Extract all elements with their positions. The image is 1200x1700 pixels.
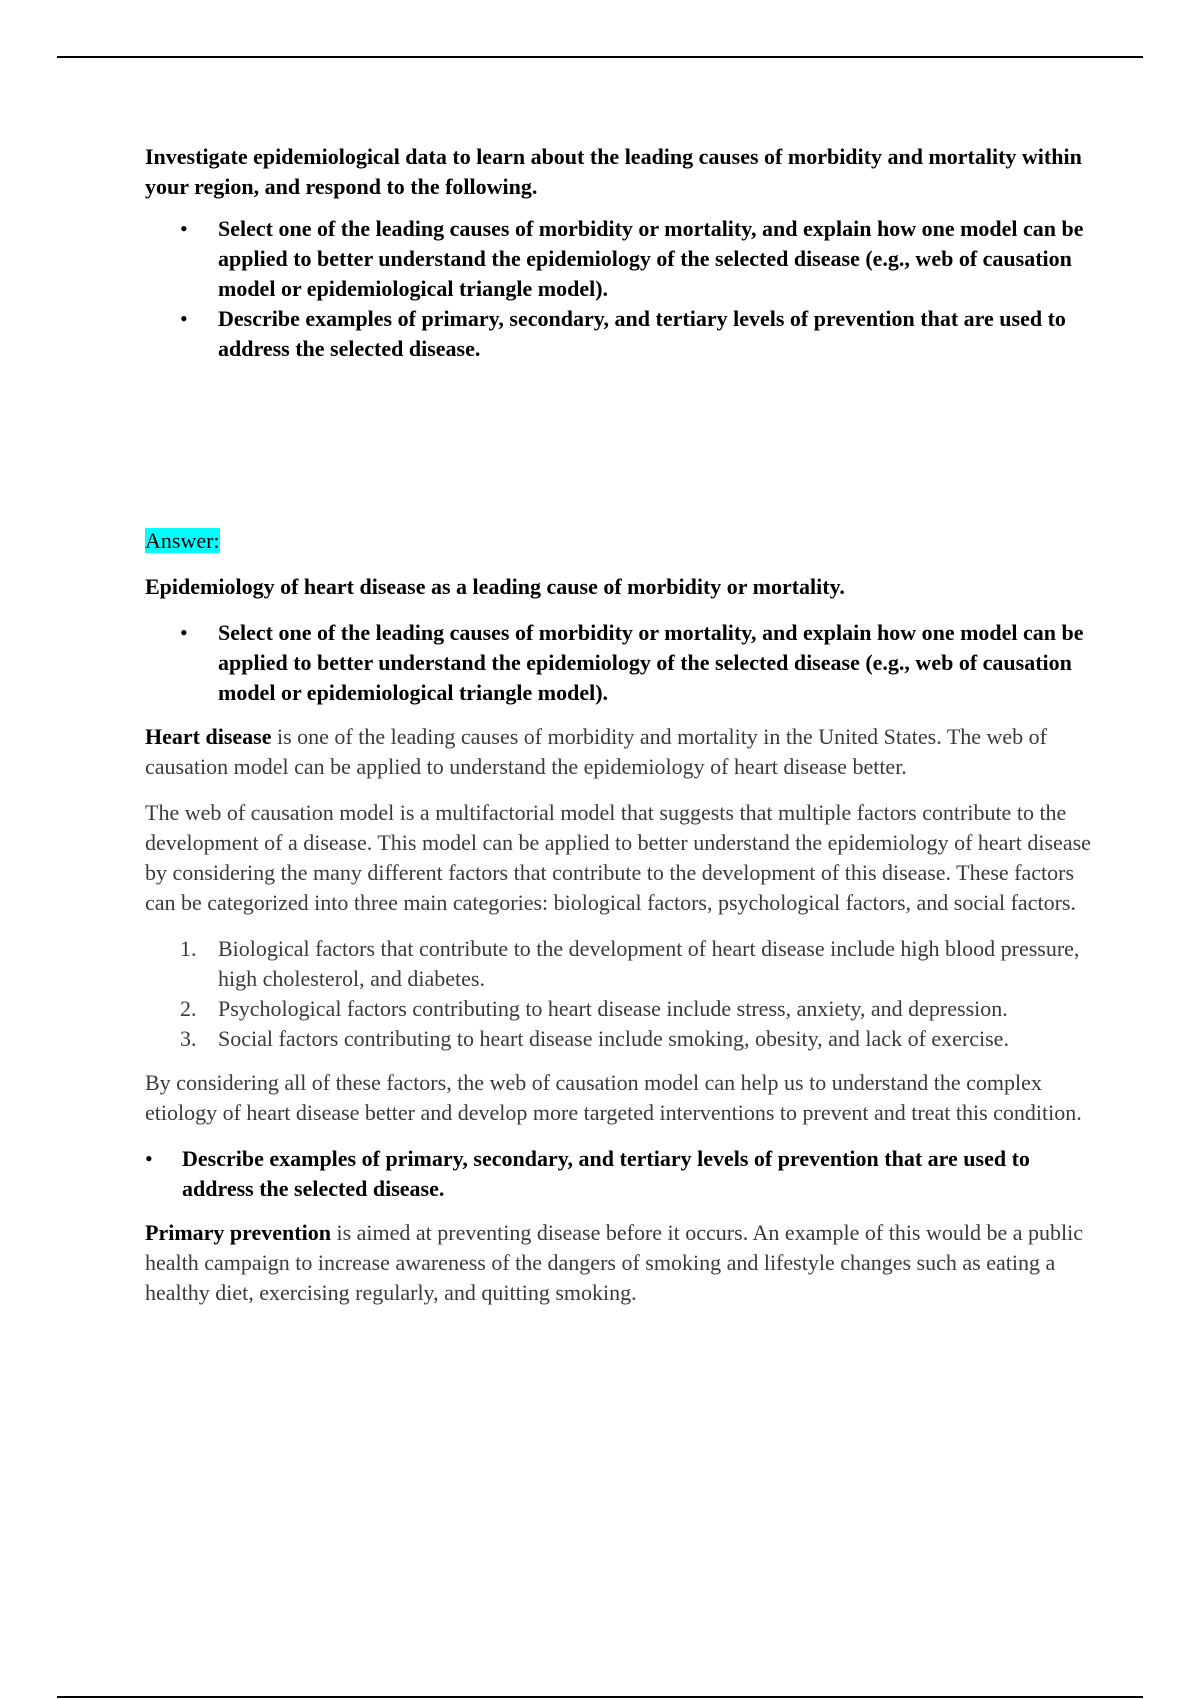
footer-rule bbox=[57, 1696, 1143, 1698]
list-item: • Describe examples of primary, secondary, and tertiary levels of prevention that are used to address the selected disease. bbox=[145, 1146, 1030, 1201]
paragraph-web-of-causation: The web of causation model is a multifactorial model that suggests that multiple factors contribute to the development of a disease. This model can be applied to better understand the epidemiology of heart disease by considering the many different factors that contribute to the development of this disease. These factors can be categorized into three main categories: biological factors, psychological factors, and social factors. bbox=[145, 800, 1091, 915]
question-2-list bbox=[145, 1144, 1100, 1204]
paragraph-conclusion: By considering all of these factors, the web of causation model can help us to understand the complex etiology of heart disease better and develop more targeted interventions to prevent and treat this condition. bbox=[145, 1070, 1082, 1125]
document-body bbox=[145, 142, 1100, 1308]
bullet-icon: • bbox=[180, 306, 188, 331]
list-item: • Describe examples of primary, secondary, and tertiary levels of prevention that are used to address the selected disease. bbox=[180, 306, 1066, 361]
assignment-prompt: Investigate epidemiological data to learn about the leading causes of morbidity and mortality within your region, and respond to the following. bbox=[145, 144, 1082, 199]
list-item: 1. Biological factors that contribute to the development of heart disease include high blood pressure, high cholesterol, and diabetes. bbox=[180, 936, 1080, 991]
bullet-icon: • bbox=[180, 216, 188, 241]
question-1-list bbox=[145, 618, 1100, 708]
answer-label: Answer: bbox=[145, 528, 220, 553]
answer-heading: Epidemiology of heart disease as a leading cause of morbidity or mortality. bbox=[145, 574, 845, 599]
list-item: • Select one of the leading causes of morbidity or mortality, and explain how one model can be applied to better understand the epidemiology of the selected disease (e.g., web of causation model or epidemiological triangle model). bbox=[180, 216, 1084, 301]
bullet-icon: • bbox=[145, 1146, 153, 1171]
paragraph-heart-disease: Heart disease is one of the leading causes of morbidity and mortality in the United States. The web of causation model can be applied to understand the epidemiology of heart disease better. bbox=[145, 724, 1048, 779]
factor-list bbox=[145, 934, 1100, 1054]
list-item: 2. Psychological factors contributing to heart disease include stress, anxiety, and depression. bbox=[180, 996, 1008, 1021]
list-item: • Select one of the leading causes of morbidity or mortality, and explain how one model can be applied to better understand the epidemiology of the selected disease (e.g., web of causation model or epidemiological triangle model). bbox=[180, 620, 1084, 705]
header-rule bbox=[57, 56, 1143, 58]
answer-label-line bbox=[145, 526, 1100, 556]
paragraph-primary-prevention: Primary prevention is aimed at preventing disease before it occurs. An example of this would be a public health campaign to increase awareness of the dangers of smoking and lifestyle changes such as eating a healthy diet, exercising regularly, and quitting smoking. bbox=[145, 1220, 1084, 1305]
list-item: 3. Social factors contributing to heart disease include smoking, obesity, and lack of exercise. bbox=[180, 1026, 1009, 1051]
prompt-bullet-list bbox=[145, 214, 1100, 364]
bullet-icon: • bbox=[180, 620, 188, 645]
